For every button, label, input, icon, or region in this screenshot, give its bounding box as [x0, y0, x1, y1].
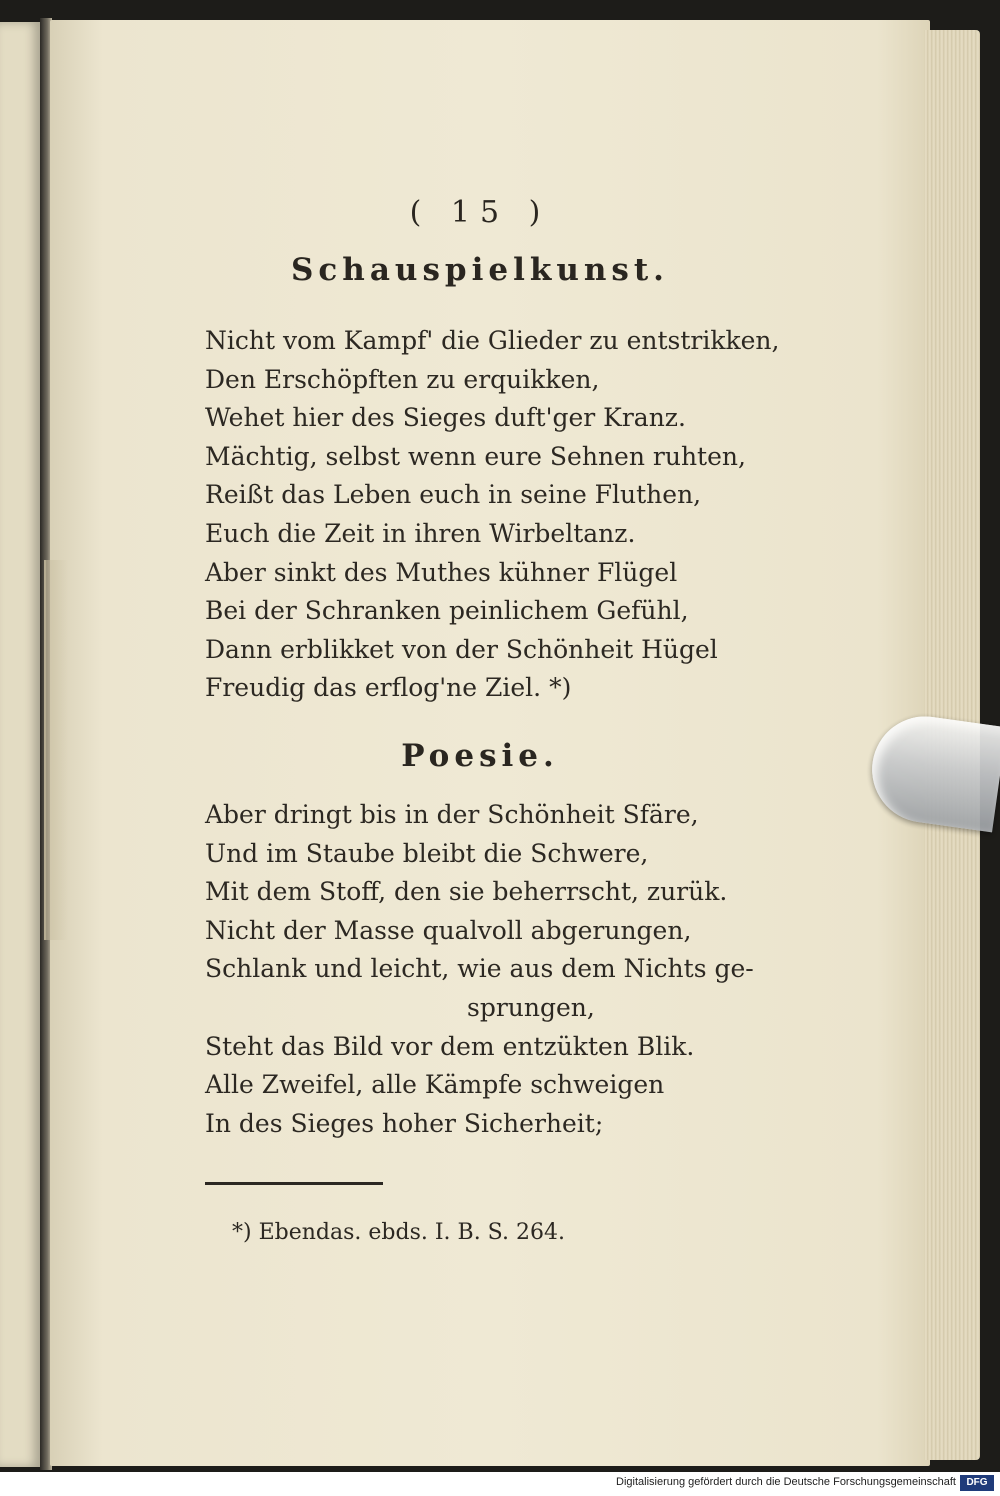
stanza-schauspielkunst: [205, 322, 825, 708]
footnote-rule: [205, 1182, 383, 1185]
verse-line: Nicht vom Kampf' die Glieder zu entstrikken,: [205, 326, 780, 355]
verse-line: Dann erblikket von der Schönheit Hügel: [205, 634, 718, 664]
verse-line: Und im Staube bleibt die Schwere,: [205, 838, 649, 868]
verse-line: Bei der Schranken peinlichem Gefühl,: [205, 596, 689, 626]
verse-line: Aber dringt bis in der Schönheit Sfäre,: [205, 800, 699, 829]
verse-line: Aber sinkt des Muthes kühner Flügel: [205, 557, 678, 587]
heading-poesie: Poesie.: [401, 738, 559, 774]
verse-line: Reißt das Leben euch in seine Fluthen,: [205, 480, 702, 510]
verse-line: Nicht der Masse qualvoll abgerungen,: [205, 915, 692, 945]
verse-line: Mit dem Stoff, den sie beherrscht, zurük.: [205, 877, 728, 907]
verse-line: Alle Zweifel, alle Kämpfe schweigen: [205, 1070, 665, 1100]
page-tear: [44, 560, 68, 940]
heading-schauspielkunst: Schauspielkunst.: [291, 252, 669, 288]
footnote: *) Ebendas. ebds. I. B. S. 264.: [232, 1220, 565, 1245]
funding-text: Digitalisierung gefördert durch die Deutsche Forschungsgemeinschaft: [616, 1476, 956, 1488]
verse-line-continuation: sprungen,: [467, 992, 595, 1022]
page-number: ( 15 ): [409, 195, 551, 230]
verse-line: Euch die Zeit in ihren Wirbeltanz.: [205, 518, 636, 548]
stanza-poesie: [205, 796, 825, 1143]
verse-line: Freudig das erflog'ne Ziel. *): [205, 673, 572, 703]
dfg-logo-icon: DFG: [960, 1475, 994, 1491]
left-page-edge: [0, 22, 40, 1467]
verse-line: Den Erschöpften zu erquikken,: [205, 364, 600, 394]
verse-line: Steht das Bild vor dem entzükten Blik.: [205, 1031, 695, 1061]
verse-line: Wehet hier des Sieges duft'ger Kranz.: [205, 403, 686, 433]
verse-line: In des Sieges hoher Sicherheit;: [205, 1108, 604, 1138]
verse-line: Mächtig, selbst wenn eure Sehnen ruhten,: [205, 441, 746, 471]
verse-line: Schlank und leicht, wie aus dem Nichts ge-: [205, 954, 754, 984]
funding-banner: [0, 1472, 1000, 1496]
